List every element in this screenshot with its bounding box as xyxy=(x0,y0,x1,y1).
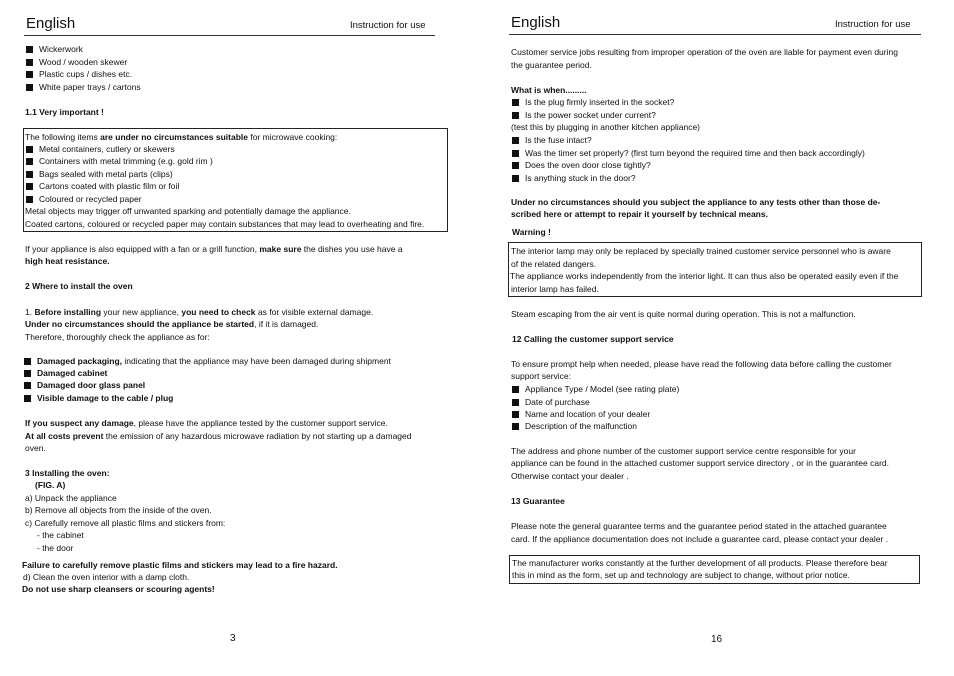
list-item: Appliance Type / Model (see rating plate) xyxy=(512,383,679,396)
box-paper-note: Coated cartons, coloured or recycled paper may contain substances that may lead to overheating and fire. xyxy=(25,219,425,229)
left-page-language-title: English xyxy=(26,15,76,32)
list-item: White paper trays / cartons xyxy=(26,81,141,94)
bullet-icon xyxy=(512,99,519,106)
suspect-paragraph-line: If you suspect any damage, please have the appliance tested by the customer support service. xyxy=(25,418,388,428)
bullet-icon xyxy=(512,137,519,144)
section-heading-install: 2 Where to install the oven xyxy=(25,281,133,291)
warning-heading: Warning ! xyxy=(512,227,551,237)
intro-paragraph-line: the guarantee period. xyxy=(511,60,592,70)
right-page-header-label: Instruction for use xyxy=(835,19,911,30)
guarantee-paragraph-line: card. If the appliance documentation does not include a guarantee card, please contact your dealer . xyxy=(511,534,889,544)
suspect-paragraph-line: At all costs prevent the emission of any hazardous microwave radiation by not starting up a damaged xyxy=(25,431,412,441)
list-item: Description of the malfunction xyxy=(512,420,637,433)
left-page-number: 3 xyxy=(230,633,236,644)
warning-box-line: The appliance works independently from the interior light. It can thus also be operated easily even if the xyxy=(510,271,899,281)
bullet-icon xyxy=(26,146,33,153)
section-heading-installing: 3 Installing the oven: xyxy=(25,468,110,478)
bullet-icon xyxy=(512,175,519,182)
warning-box-line: of the related dangers. xyxy=(511,259,597,269)
bullet-icon xyxy=(512,423,519,430)
support-intro-line: To ensure prompt help when needed, please have read the following data before calling the customer xyxy=(511,359,892,369)
bullet-icon xyxy=(512,399,519,406)
list-item: Damaged door glass panel xyxy=(24,379,145,392)
address-paragraph-line: appliance can be found in the attached customer support service directory , or in the guarantee card. xyxy=(511,458,890,468)
install-paragraph-line: Under no circumstances should the appliance be started, if it is damaged. xyxy=(25,319,319,329)
step-item: a) Unpack the appliance xyxy=(25,493,117,503)
bullet-icon xyxy=(26,59,33,66)
install-paragraph-line: 1. Before installing your new appliance, you need to check as for visible external damage. xyxy=(25,307,374,317)
list-item: Is the plug firmly inserted in the socket? xyxy=(512,96,674,109)
suspect-paragraph-line: oven. xyxy=(25,443,46,453)
list-item: Metal containers, cutlery or skewers xyxy=(26,143,175,156)
support-heading: 12 Calling the customer support service xyxy=(512,334,674,344)
bullet-icon xyxy=(512,411,519,418)
substep-item: - the door xyxy=(37,543,74,553)
section-heading-very-important: 1.1 Very important ! xyxy=(25,107,104,117)
support-intro-line: support service: xyxy=(511,371,571,381)
bullet-icon xyxy=(26,84,33,91)
left-page-header-label: Instruction for use xyxy=(350,20,426,31)
figure-reference: (FIG. A) xyxy=(35,480,66,490)
list-item: Name and location of your dealer xyxy=(512,408,650,421)
install-paragraph-line: Therefore, thoroughly check the appliance as for: xyxy=(25,332,210,342)
tests-warning-line: Under no circumstances should you subject the appliance to any tests other than those de- xyxy=(511,197,881,207)
right-page-language-title: English xyxy=(511,14,561,31)
list-item: Is anything stuck in the door? xyxy=(512,172,636,185)
notice-box-line: this in mind as the form, set up and technology are subject to change, without prior notice. xyxy=(512,570,850,580)
notice-box-line: The manufacturer works constantly at the further development of all products. Please therefore bear xyxy=(512,558,888,568)
list-item: (test this by plugging in another kitchen appliance) xyxy=(511,122,701,132)
list-item: Is the power socket under current? xyxy=(512,109,656,122)
step-item: c) Carefully remove all plastic films and stickers from: xyxy=(25,518,226,528)
box-intro: The following items are under no circumstances suitable for microwave cooking: xyxy=(25,132,338,142)
what-is-when-heading: What is when......... xyxy=(511,85,587,95)
address-paragraph-line: Otherwise contact your dealer . xyxy=(511,471,629,481)
bullet-icon xyxy=(24,370,31,377)
bullet-icon xyxy=(26,171,33,178)
fire-hazard-warning: Failure to carefully remove plastic films and stickers may lead to a fire hazard. xyxy=(22,560,338,570)
box-metal-note: Metal objects may trigger off unwanted sparking and potentially damage the appliance. xyxy=(25,206,351,216)
list-item: Does the oven door close tightly? xyxy=(512,159,651,172)
list-item: Wickerwork xyxy=(26,43,83,56)
tests-warning-line: scribed here or attempt to repair it yourself by technical means. xyxy=(511,209,768,219)
bullet-icon xyxy=(26,196,33,203)
list-item: Date of purchase xyxy=(512,396,590,409)
list-item: Was the timer set properly? (first turn beyond the required time and then back accordingly) xyxy=(512,147,865,160)
fan-paragraph-line: high heat resistance. xyxy=(25,256,110,266)
step-item: d) Clean the oven interior with a damp cloth. xyxy=(23,572,190,582)
right-header-rule xyxy=(509,34,921,35)
bullet-icon xyxy=(512,386,519,393)
bullet-icon xyxy=(512,162,519,169)
list-item: Plastic cups / dishes etc. xyxy=(26,68,132,81)
cleanser-warning: Do not use sharp cleansers or scouring agents! xyxy=(22,584,215,594)
intro-paragraph-line: Customer service jobs resulting from improper operation of the oven are liable for payment even during xyxy=(511,47,898,57)
bullet-icon xyxy=(24,382,31,389)
bullet-icon xyxy=(24,358,31,365)
bullet-icon xyxy=(24,395,31,402)
address-paragraph-line: The address and phone number of the customer support service centre responsible for your xyxy=(511,446,856,456)
bullet-icon xyxy=(26,71,33,78)
guarantee-heading: 13 Guarantee xyxy=(511,496,565,506)
list-item: Damaged cabinet xyxy=(24,367,107,380)
bullet-icon xyxy=(26,183,33,190)
left-header-rule xyxy=(24,35,435,36)
list-item: Cartons coated with plastic film or foil xyxy=(26,180,179,193)
fan-paragraph-line: If your appliance is also equipped with a fan or a grill function, make sure the dishes you use have a xyxy=(25,244,403,254)
list-item: Wood / wooden skewer xyxy=(26,56,127,69)
list-item: Is the fuse intact? xyxy=(512,134,592,147)
bullet-icon xyxy=(512,112,519,119)
bullet-icon xyxy=(26,46,33,53)
warning-box-line: interior lamp has failed. xyxy=(511,284,599,294)
right-page-number: 16 xyxy=(711,634,723,645)
list-item: Damaged packaging, indicating that the appliance may have been damaged during shipment xyxy=(24,355,391,368)
list-item: Coloured or recycled paper xyxy=(26,193,142,206)
substep-item: - the cabinet xyxy=(37,530,84,540)
warning-box-line: The interior lamp may only be replaced by specially trained customer service personnel who is aware xyxy=(511,246,891,256)
list-item: Containers with metal trimming (e.g. gold rim ) xyxy=(26,155,213,168)
list-item: Visible damage to the cable / plug xyxy=(24,392,173,405)
list-item: Bags sealed with metal parts (clips) xyxy=(26,168,173,181)
bullet-icon xyxy=(512,150,519,157)
bullet-icon xyxy=(26,158,33,165)
step-item: b) Remove all objects from the inside of the oven. xyxy=(25,505,212,515)
guarantee-paragraph-line: Please note the general guarantee terms and the guarantee period stated in the attached guarantee xyxy=(511,521,887,531)
steam-note: Steam escaping from the air vent is quite normal during operation. This is not a malfunction. xyxy=(511,309,856,319)
